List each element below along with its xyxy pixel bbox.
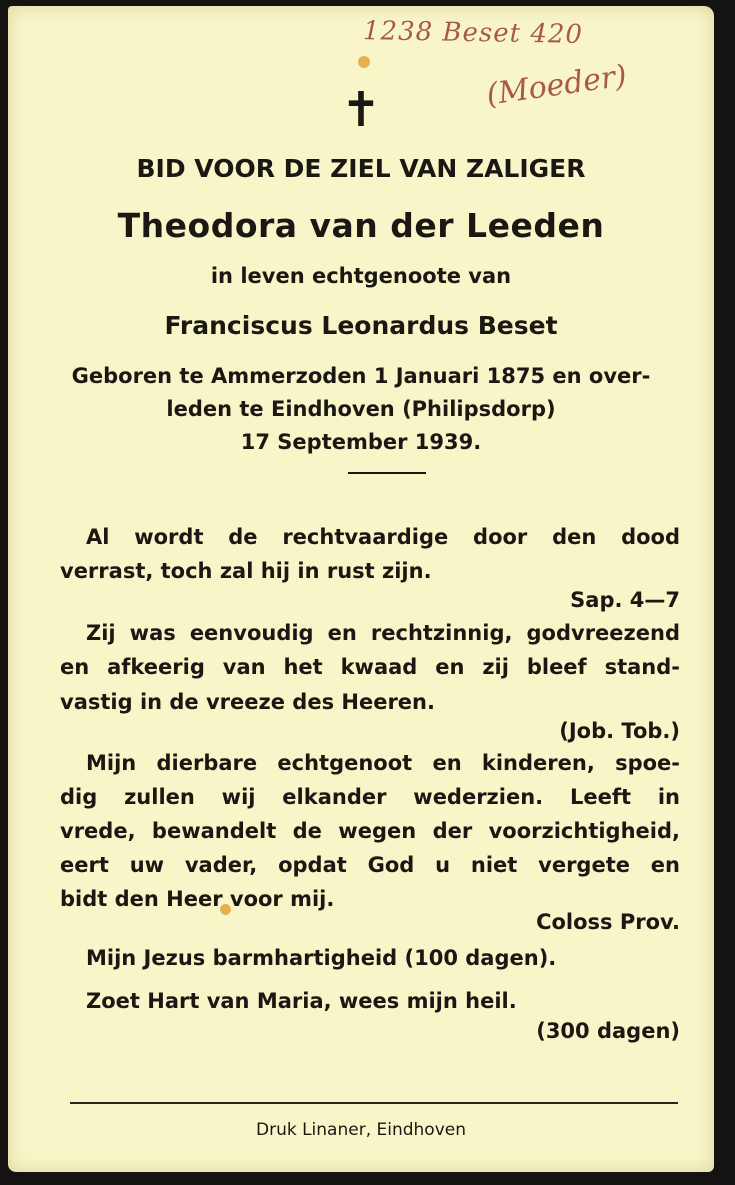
cross-icon: ✝ [340, 82, 382, 138]
prayer-heading: BID VOOR DE ZIEL VAN ZALIGER [136, 154, 586, 183]
stain-mark [358, 56, 370, 68]
memorial-card [8, 6, 714, 1172]
verse-source: (300 dagen) [536, 1019, 680, 1043]
verse-line: bidt den Heer voor mij. [60, 887, 335, 911]
verse-line: verrast, toch zal hij in rust zijn. [60, 559, 432, 583]
verse-source: (Job. Tob.) [559, 719, 680, 743]
handwritten-note: 1238 Beset 420 [362, 16, 584, 50]
verse-line: dig zullen wij elkander wederzien. Leeft in [60, 785, 680, 809]
spouse-intro: in leven echtgenoote van [210, 264, 512, 288]
printer-credit: Druk Linaner, Eindhoven [255, 1120, 467, 1140]
handwritten-note-2: (Moeder) [484, 58, 629, 113]
divider [348, 472, 426, 474]
spouse-name: Franciscus Leonardus Beset [164, 311, 558, 340]
verse-line: eert uw vader, opdat God u niet vergete en [60, 853, 680, 877]
verse-source: Coloss Prov. [536, 910, 680, 934]
divider [70, 1102, 678, 1104]
prayer-line: Mijn Jezus barmhartigheid (100 dagen). [86, 946, 557, 970]
verse-line: Mijn dierbare echtgenoot en kinderen, spoe- [86, 751, 680, 775]
biography-line: 17 September 1939. [240, 430, 482, 454]
verse-line: Zij was eenvoudig en rechtzinnig, godvreezend [86, 621, 680, 645]
biography-line: Geboren te Ammerzoden 1 Januari 1875 en over- [71, 364, 651, 388]
biography-line: leden te Eindhoven (Philipsdorp) [166, 397, 556, 421]
verse-line: en afkeerig van het kwaad en zij bleef stand- [60, 655, 680, 679]
verse-line: Al wordt de rechtvaardige door den dood [86, 525, 680, 549]
verse-line: vrede, bewandelt de wegen der voorzichtigheid, [60, 819, 680, 843]
verse-source: Sap. 4—7 [570, 588, 680, 612]
verse-line: vastig in de vreeze des Heeren. [60, 690, 435, 714]
deceased-name: Theodora van der Leeden [117, 206, 605, 245]
prayer-line: Zoet Hart van Maria, wees mijn heil. [86, 989, 517, 1013]
